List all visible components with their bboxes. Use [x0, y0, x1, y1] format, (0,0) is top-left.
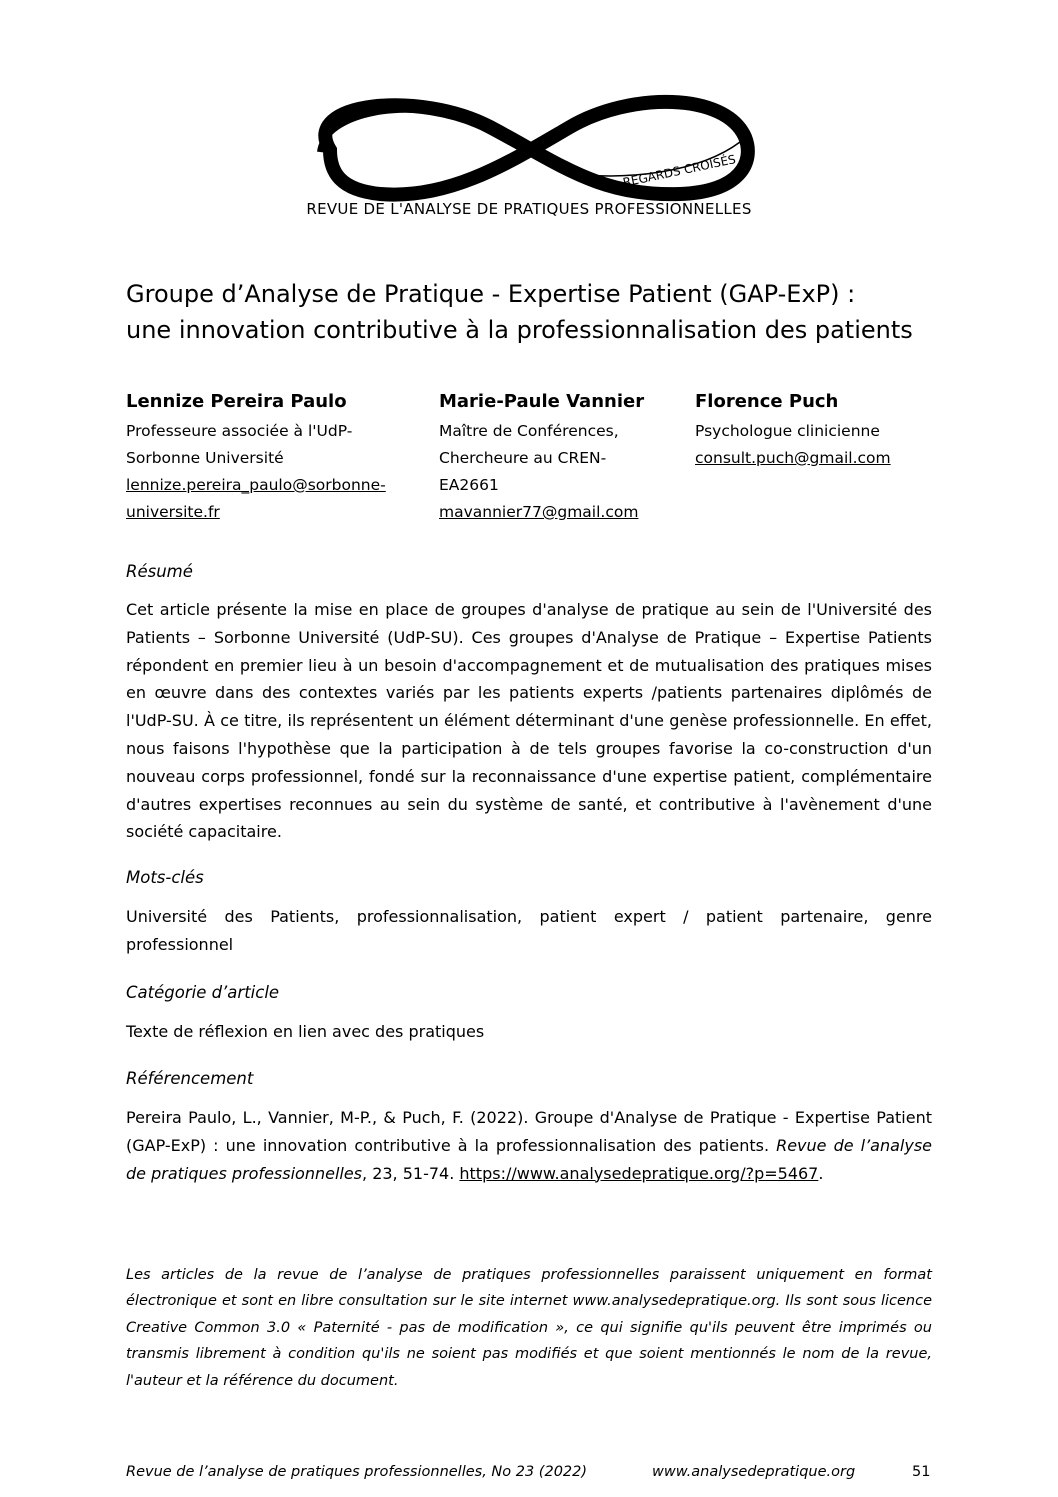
page-number: 51 [912, 1464, 931, 1480]
keywords-text: Université des Patients, professionnalisation, patient expert / patient partenaire, genre professionnel [126, 907, 932, 954]
reference-text [126, 1104, 932, 1187]
author-block-1 [126, 388, 416, 526]
reference-url-link[interactable]: https://www.analysedepratique.org/?p=5467 [459, 1163, 819, 1183]
reference-citation: Pereira Paulo, L., Vannier, M-P., & Puch, F. (2022). Groupe d'Analyse de Pratique - Expertise Patient (GAP-ExP) : une innovation contributive à la professionnalisation des patients. [126, 1108, 932, 1155]
author-name: Marie-Paule Vannier [439, 391, 645, 412]
license-notice: Les articles de la revue de l’analyse de pratiques professionnelles paraissent uniquement en format électronique et sont en libre consultation sur le site internet www.analysedepratique.org. Ils sont sous licence Creative Common 3.0 « Paternité - pas de modification », ce qui signifie qu'ils peuvent être imprimés ou transmis librement à condition qu'ils ne soient pas modifiés et que soient mentionnés le nom de la revue, l'auteur et la référence du document. [126, 1267, 932, 1389]
author-affiliation: Maître de Conférences, [439, 422, 619, 440]
reference-end: . [818, 1163, 824, 1183]
article-title [126, 276, 946, 348]
author-name: Lennize Pereira Paulo [126, 391, 347, 412]
author-block-2 [439, 388, 669, 526]
title-line-1: Groupe d’Analyse de Pratique - Expertise Patient (GAP-ExP) : [126, 280, 856, 308]
author-block-3 [695, 388, 935, 472]
author-affiliation: Psychologue clinicienne [695, 422, 880, 440]
journal-banner: REVUE DE L'ANALYSE DE PRATIQUES PROFESSIONNELLES [306, 200, 752, 218]
author-name: Florence Puch [695, 391, 839, 412]
author-affiliation: EA2661 [439, 476, 499, 494]
author-affiliation: Sorbonne Université [126, 449, 284, 467]
category-heading: Catégorie d’article [126, 983, 280, 1002]
author-email-link[interactable]: lennize.pereira_paulo@sorbonne- [126, 476, 386, 494]
author-email-link[interactable]: universite.fr [126, 503, 220, 521]
category-text: Texte de réflexion en lien avec des pratiques [126, 1022, 485, 1041]
author-affiliation: Chercheure au CREN- [439, 449, 607, 467]
title-line-2: une innovation contributive à la professionnalisation des patients [126, 316, 913, 344]
reference-volume-pages: , 23, 51-74. [362, 1163, 460, 1183]
logo-wordmark: REGARDS CROISÉS [621, 152, 737, 190]
author-email-link[interactable]: mavannier77@gmail.com [439, 503, 639, 521]
keywords-heading: Mots-clés [126, 868, 204, 887]
resume-text: Cet article présente la mise en place de groupes d'analyse de pratique au sein de l'Université des Patients – Sorbonne Université (UdP-SU). Ces groupes d'Analyse de Pratique – Expertise Patients répondent en premier lieu à un besoin d'accompagnement et de mutualisation des pratiques mises en œuvre dans des contextes variés par les patients experts /patients partenaires diplômés de l'UdP-SU. À ce titre, ils représentent un élément déterminant d'une genèse professionnelle. En effet, nous faisons l'hypothèse que la participation à de tels groupes favorise la co-construction d'un nouveau corps professionnel, fondé sur la reconnaissance d'une expertise patient, complémentaire d'autres expertises reconnues au sein du système de santé, et contributive à l'avènement d'une société capacitaire. [126, 600, 932, 842]
reference-heading: Référencement [126, 1069, 254, 1088]
footer-site-link[interactable]: www.analysedepratique.org [652, 1464, 856, 1480]
infinity-fish-logo-icon [300, 82, 760, 207]
author-affiliation: Professeure associée à l'UdP- [126, 422, 353, 440]
journal-logo [300, 82, 760, 207]
reference-journal: Revue de l’analyse de pratiques professionnelles [126, 1135, 932, 1183]
footer-journal: Revue de l’analyse de pratiques professionnelles, No 23 (2022) [126, 1464, 588, 1480]
resume-heading: Résumé [126, 562, 193, 581]
author-email-link[interactable]: consult.puch@gmail.com [695, 449, 891, 467]
